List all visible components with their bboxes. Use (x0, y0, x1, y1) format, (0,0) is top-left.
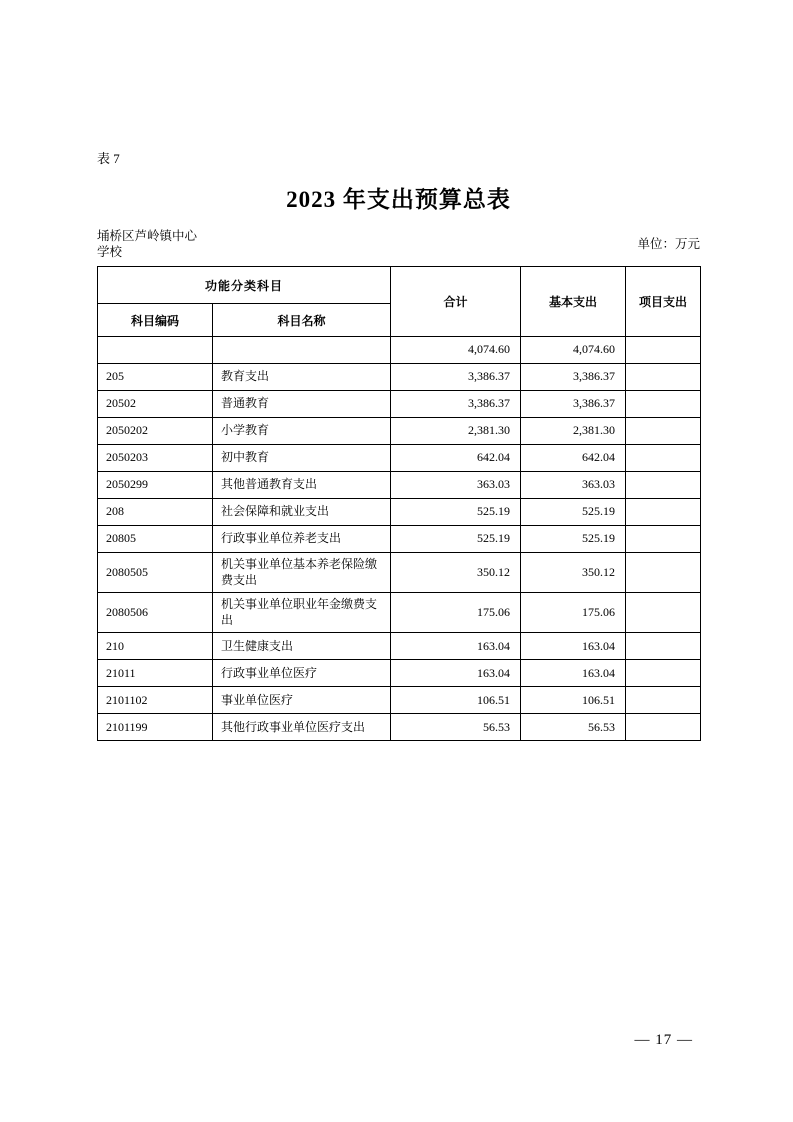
cell-basic: 363.03 (521, 472, 626, 499)
budget-table-body (98, 337, 701, 741)
cell-basic: 350.12 (521, 553, 626, 593)
table-row (98, 472, 701, 499)
budget-table (97, 266, 701, 741)
org-name: 埇桥区芦岭镇中心学校 (97, 229, 198, 259)
cell-total: 3,386.37 (391, 391, 521, 418)
cell-name: 行政事业单位养老支出 (213, 526, 391, 553)
cell-project (626, 445, 701, 472)
cell-name: 机关事业单位基本养老保险缴费支出 (213, 553, 391, 593)
cell-name: 其他行政事业单位医疗支出 (213, 714, 391, 741)
cell-name: 行政事业单位医疗 (213, 660, 391, 687)
cell-total: 2,381.30 (391, 418, 521, 445)
cell-basic: 163.04 (521, 660, 626, 687)
cell-basic: 175.06 (521, 593, 626, 633)
cell-total: 4,074.60 (391, 337, 521, 364)
subheader (97, 228, 700, 260)
cell-basic: 56.53 (521, 714, 626, 741)
cell-basic: 163.04 (521, 633, 626, 660)
cell-project (626, 526, 701, 553)
cell-total: 3,386.37 (391, 364, 521, 391)
cell-code: 2050299 (98, 472, 213, 499)
column-header-code: 科目编码 (98, 304, 213, 337)
cell-basic: 3,386.37 (521, 364, 626, 391)
cell-total: 163.04 (391, 660, 521, 687)
cell-name (213, 337, 391, 364)
cell-project (626, 499, 701, 526)
document-content (97, 148, 700, 741)
cell-name: 初中教育 (213, 445, 391, 472)
cell-project (626, 714, 701, 741)
cell-project (626, 593, 701, 633)
cell-basic: 525.19 (521, 499, 626, 526)
column-header-basic: 基本支出 (521, 267, 626, 337)
cell-code: 20805 (98, 526, 213, 553)
table-row (98, 391, 701, 418)
cell-project (626, 418, 701, 445)
cell-total: 56.53 (391, 714, 521, 741)
cell-total: 642.04 (391, 445, 521, 472)
page-title: 2023 年支出预算总表 (286, 187, 511, 212)
table-row (98, 660, 701, 687)
cell-code: 2050202 (98, 418, 213, 445)
header-row-group (98, 267, 701, 304)
cell-basic: 2,381.30 (521, 418, 626, 445)
cell-total: 175.06 (391, 593, 521, 633)
cell-total: 363.03 (391, 472, 521, 499)
cell-project (626, 687, 701, 714)
cell-project (626, 472, 701, 499)
table-row (98, 445, 701, 472)
cell-basic: 106.51 (521, 687, 626, 714)
cell-code: 20502 (98, 391, 213, 418)
table-row (98, 337, 701, 364)
cell-total: 163.04 (391, 633, 521, 660)
table-row (98, 499, 701, 526)
cell-code (98, 337, 213, 364)
cell-basic: 3,386.37 (521, 391, 626, 418)
table-row (98, 687, 701, 714)
cell-basic: 525.19 (521, 526, 626, 553)
cell-basic: 642.04 (521, 445, 626, 472)
cell-total: 525.19 (391, 499, 521, 526)
cell-code: 208 (98, 499, 213, 526)
column-header-project: 项目支出 (626, 267, 701, 337)
cell-name: 小学教育 (213, 418, 391, 445)
table-row (98, 526, 701, 553)
cell-code: 210 (98, 633, 213, 660)
cell-code: 2080506 (98, 593, 213, 633)
cell-code: 2080505 (98, 553, 213, 593)
cell-code: 2101199 (98, 714, 213, 741)
cell-total: 525.19 (391, 526, 521, 553)
table-row (98, 553, 701, 593)
cell-project (626, 391, 701, 418)
cell-code: 21011 (98, 660, 213, 687)
cell-total: 106.51 (391, 687, 521, 714)
column-header-function-group: 功能分类科目 (98, 267, 391, 304)
table-row (98, 714, 701, 741)
cell-name: 卫生健康支出 (213, 633, 391, 660)
cell-name: 事业单位医疗 (213, 687, 391, 714)
column-header-total: 合计 (391, 267, 521, 337)
table-row (98, 364, 701, 391)
budget-table-header (98, 267, 701, 337)
cell-project (626, 553, 701, 593)
page-number: — 17 — (634, 1032, 693, 1048)
unit-label: 单位：万元 (637, 237, 700, 251)
table-row (98, 633, 701, 660)
cell-name: 其他普通教育支出 (213, 472, 391, 499)
cell-project (626, 337, 701, 364)
cell-total: 350.12 (391, 553, 521, 593)
cell-name: 普通教育 (213, 391, 391, 418)
cell-project (626, 660, 701, 687)
cell-name: 机关事业单位职业年金缴费支出 (213, 593, 391, 633)
cell-basic: 4,074.60 (521, 337, 626, 364)
cell-code: 205 (98, 364, 213, 391)
table-row (98, 593, 701, 633)
column-header-name: 科目名称 (213, 304, 391, 337)
cell-project (626, 364, 701, 391)
cell-project (626, 633, 701, 660)
table-label: 表 7 (97, 151, 120, 166)
table-row (98, 418, 701, 445)
cell-name: 教育支出 (213, 364, 391, 391)
cell-code: 2050203 (98, 445, 213, 472)
cell-code: 2101102 (98, 687, 213, 714)
cell-name: 社会保障和就业支出 (213, 499, 391, 526)
